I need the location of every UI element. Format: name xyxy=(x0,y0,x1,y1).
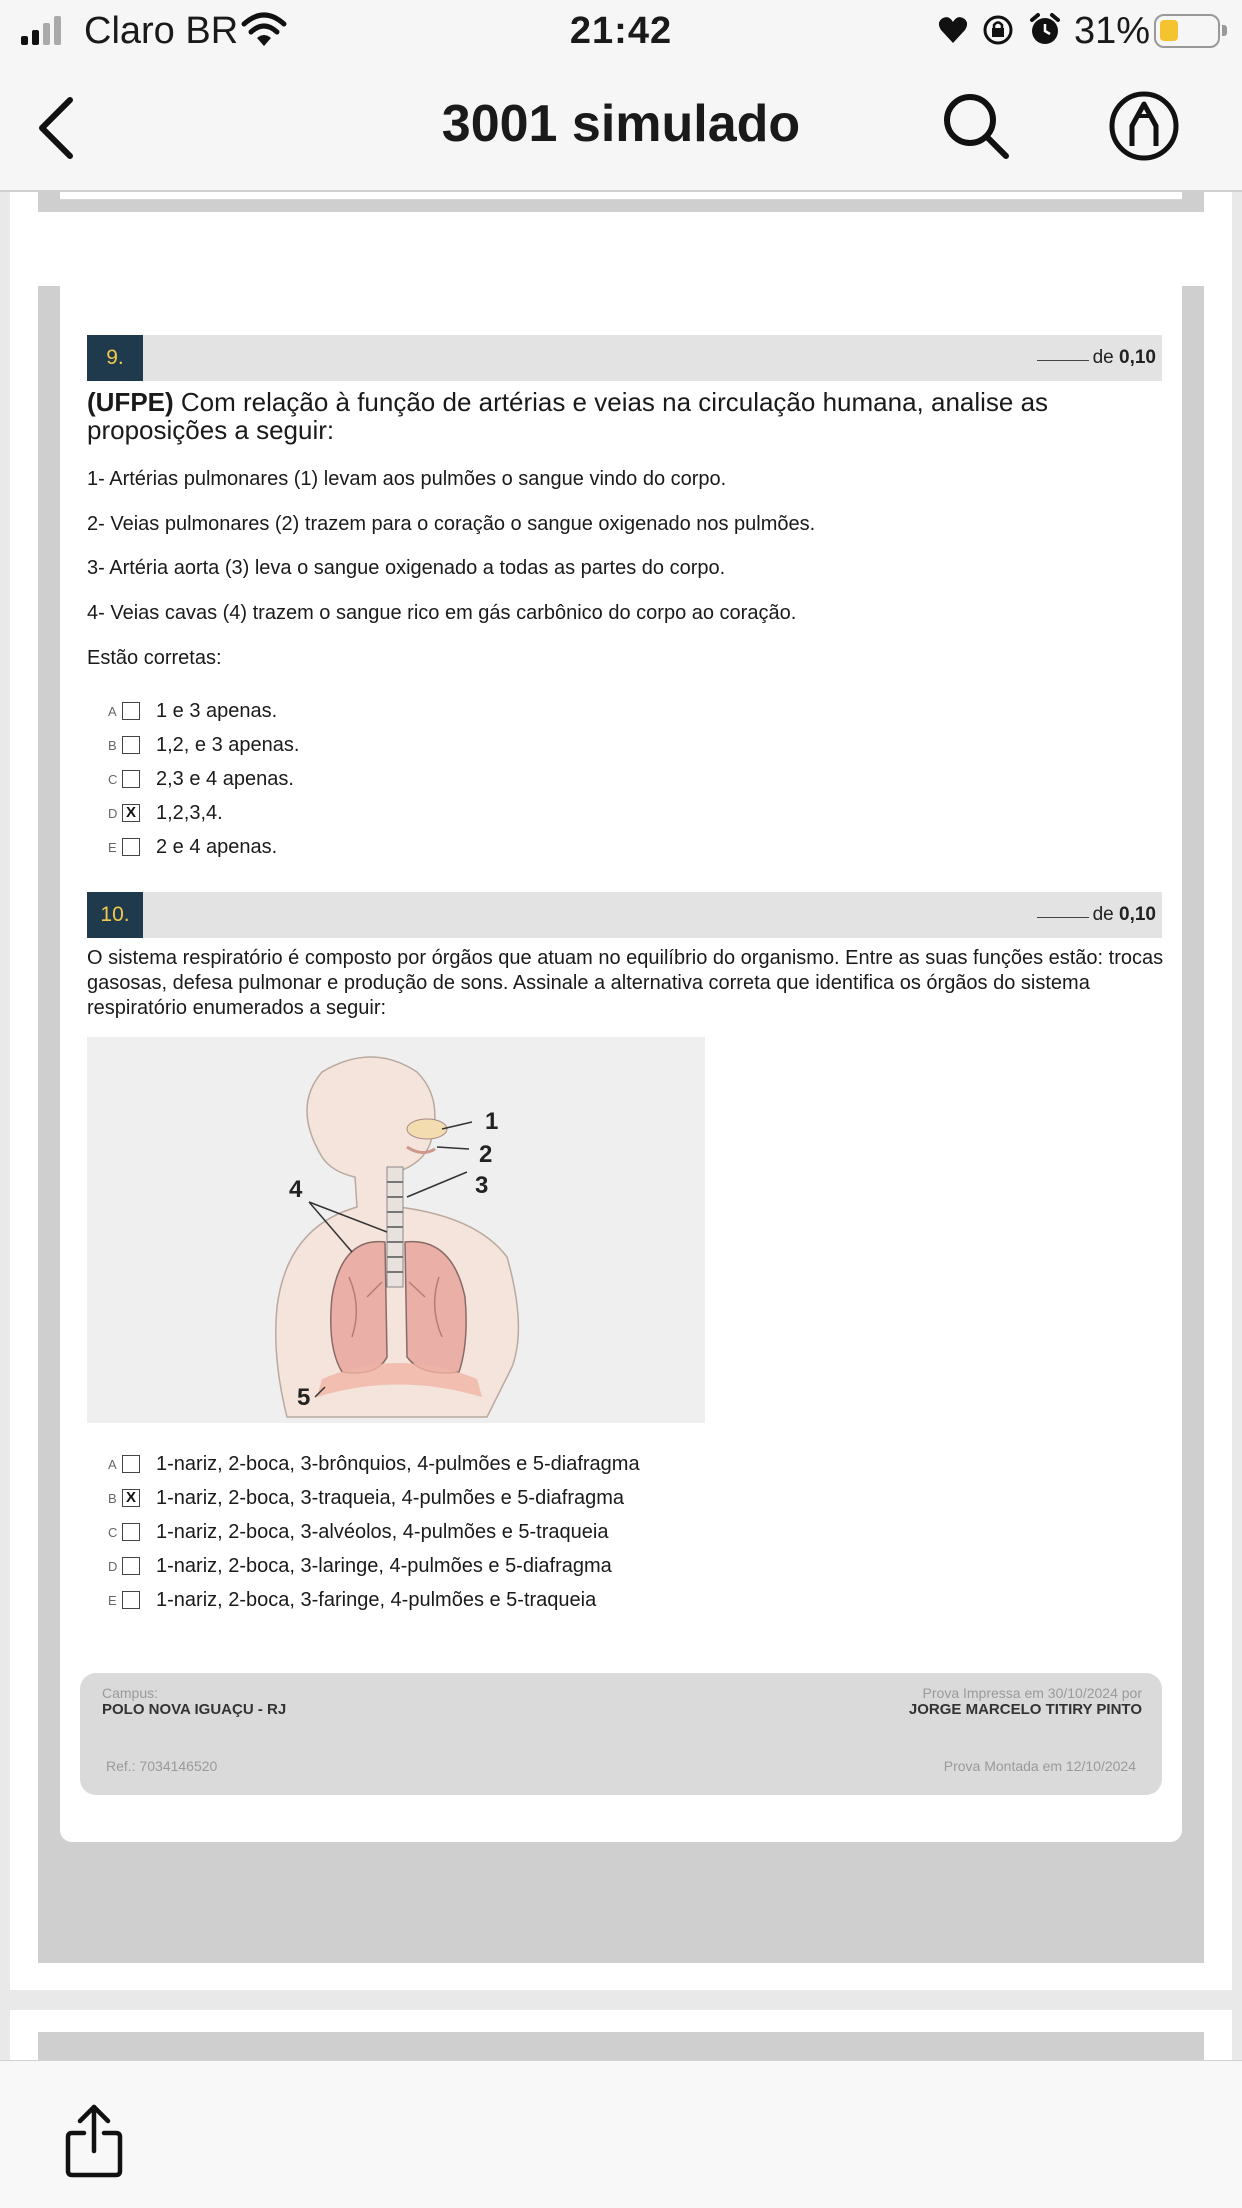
assembled-date: Prova Montada em 12/10/2024 xyxy=(943,1758,1136,1774)
search-icon[interactable] xyxy=(942,92,1012,162)
page-title: 3001 simulado xyxy=(441,95,801,153)
battery-percent: 31% xyxy=(1074,10,1151,52)
question-prompt-text: Com relação à função de artérias e veias na circulação humana, analise as proposições a seguir: xyxy=(87,387,1049,445)
rotation-lock-icon xyxy=(982,14,1014,46)
nav-bar xyxy=(0,64,1242,192)
question-source: (UFPE) xyxy=(87,387,174,417)
option-checkbox[interactable] xyxy=(122,1591,140,1609)
question-header-10 xyxy=(87,892,1162,938)
question-prompt xyxy=(87,388,1167,444)
figure-label-5: 5 xyxy=(297,1384,311,1411)
printed-by: JORGE MARCELO TITIRY PINTO xyxy=(908,1701,1142,1718)
share-icon[interactable] xyxy=(64,2103,124,2179)
proposition: 3- Artéria aorta (3) leva o sangue oxigenado a todas as partes do corpo. xyxy=(87,557,726,579)
question-prompt: O sistema respiratório é composto por órgãos que atuam no equilíbrio do organismo. Entre as suas funções estão: trocas gasosas, defesa pulmonar e produção de sons. Assinale a alternativa correta que identifica os órgãos do sistema respiratório enumerados a seguir: xyxy=(87,947,1164,1019)
heart-icon xyxy=(938,16,968,44)
question-score: de 0,10 xyxy=(1037,347,1156,369)
option-checkbox[interactable]: X xyxy=(122,1489,140,1507)
figure-label-1: 1 xyxy=(485,1108,499,1135)
question-statement: Estão corretas: xyxy=(87,647,222,669)
proposition: 1- Artérias pulmonares (1) levam aos pulmões o sangue vindo do corpo. xyxy=(87,468,727,490)
campus-value: POLO NOVA IGUAÇU - RJ xyxy=(102,1701,287,1718)
figure-label-4: 4 xyxy=(289,1176,303,1203)
printed-label: Prova Impressa em 30/10/2024 por xyxy=(922,1685,1142,1701)
next-page xyxy=(10,2010,1232,2060)
proposition: 4- Veias cavas (4) trazem o sangue rico em gás carbônico do corpo ao coração. xyxy=(87,602,797,624)
bottom-toolbar xyxy=(0,2060,1242,2208)
option-checkbox[interactable] xyxy=(122,838,140,856)
campus-label: Campus: xyxy=(102,1685,159,1701)
option-checkbox[interactable] xyxy=(122,702,140,720)
figure-label-2: 2 xyxy=(479,1141,493,1168)
question-score: de 0,10 xyxy=(1037,904,1156,926)
question-number: 9. xyxy=(87,335,143,381)
question-header-9 xyxy=(87,335,1162,381)
reference-number: Ref.: 7034146520 xyxy=(106,1758,218,1774)
carrier-name: Claro BR xyxy=(84,10,239,52)
respiratory-system-figure xyxy=(87,1037,705,1423)
alarm-icon xyxy=(1028,12,1062,48)
figure-label-3: 3 xyxy=(475,1172,489,1199)
status-bar xyxy=(0,0,1242,64)
previous-page xyxy=(10,192,1232,262)
option-checkbox[interactable]: X xyxy=(122,804,140,822)
clock: 21:42 xyxy=(569,10,673,52)
markup-pen-icon[interactable] xyxy=(1108,90,1180,162)
question-number: 10. xyxy=(87,892,143,938)
option-checkbox[interactable] xyxy=(122,1455,140,1473)
option-checkbox[interactable] xyxy=(122,770,140,788)
battery-icon xyxy=(1154,14,1220,48)
option-checkbox[interactable] xyxy=(122,1523,140,1541)
option-checkbox[interactable] xyxy=(122,736,140,754)
proposition: 2- Veias pulmonares (2) trazem para o coração o sangue oxigenado nos pulmões. xyxy=(87,513,816,535)
option-checkbox[interactable] xyxy=(122,1557,140,1575)
document-viewer[interactable]: 9. de 0,10 (UFPE) Com relação à função de artérias e veias na circulação humana, analise as proposições a seguir: 1- Artérias pulmonares (1) levam aos pulmões o sangue vindo do corpo. 2- Veias pulmonares (2) trazem para o coração o sangue oxigenado nos pulmões. 3- Artéria aorta (3) leva o sangue oxigenado a todas as partes do corpo. 4- Veias cavas (4) trazem o sangue rico em gás carbônico do corpo ao coração. Estão corretas: A 1 e 3 apenas. B 1,2, e 3 apenas. C 2,3 e 4 apenas. D X 1,2,3,4. E 2 e 4 apenas. 10. de 0,10 O sistema respiratório é composto por órgãos que atuam no equilíbrio do organismo. Entre as suas funções estão: trocas gasosas, defesa pulmonar e produção de sons. Assinale a alternativa correta que identifica os órgãos do sistema respiratório enumerados a seguir: 1 2 3 4 5 A 1-nariz, 2-boca, 3-brônquios, 4-pulmões e 5-diafragma B X 1-nariz, 2-boca, 3-traqueia, 4-pulmões e 5-diafragma C 1-nariz, 2-boca, 3-alvéolos, 4-pulmões e 5-traqueia D 1-nariz, 2-boca, 3-laringe, 4-pulmões e 5-diafragma E 1-nariz, 2-boca, 3-faringe, 4-pulmões e 5-traqueia Campus: POLO NOVA IGUAÇU - RJ Prova Impressa em 30/10/2024 por JORGE MARCELO TITIRY PINTO Ref.: 7034146520 Prova Montada em 12/10/2024 xyxy=(0,192,1242,2060)
exam-footer xyxy=(80,1673,1162,1795)
